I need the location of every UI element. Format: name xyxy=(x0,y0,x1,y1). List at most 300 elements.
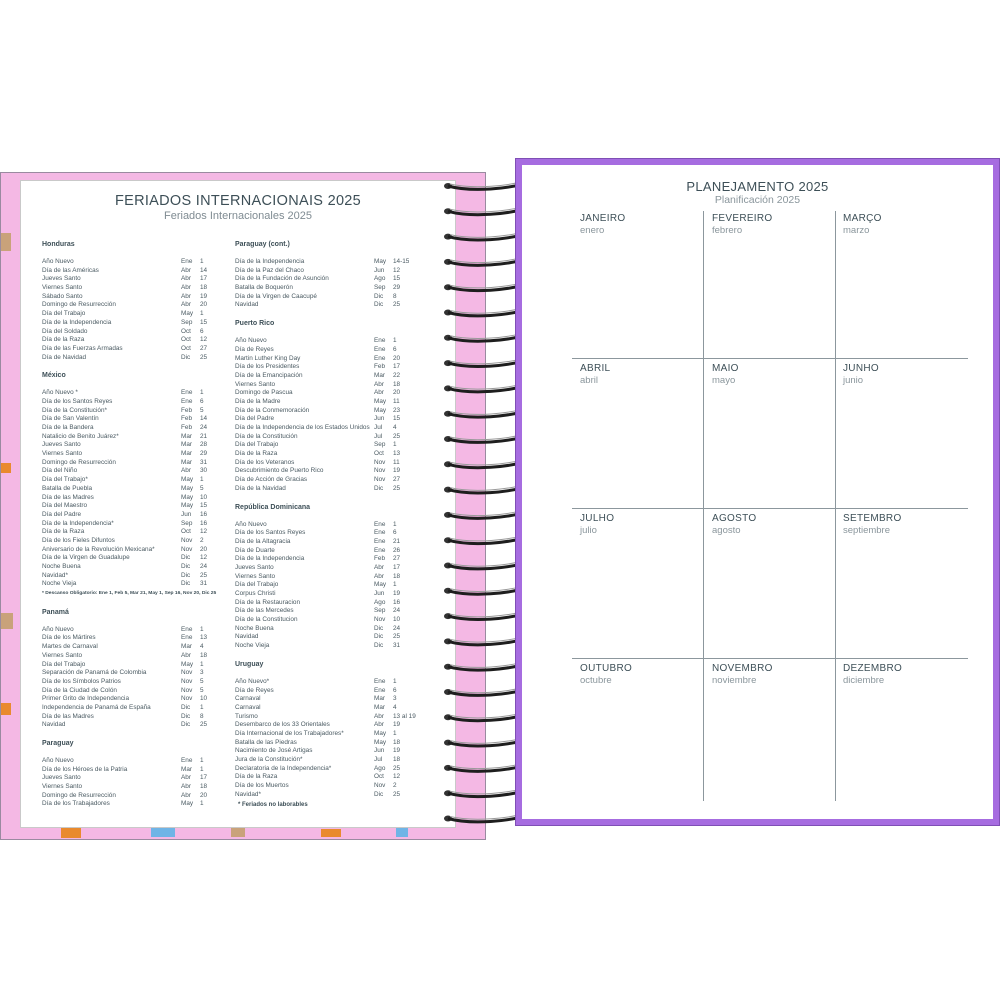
holiday-row xyxy=(235,555,425,564)
holiday-month: Dic xyxy=(181,580,191,588)
holiday-day: 5 xyxy=(200,686,204,694)
holiday-row xyxy=(42,678,222,687)
holiday-row xyxy=(235,450,425,459)
holiday-row xyxy=(42,757,222,766)
holiday-row xyxy=(42,467,222,476)
holiday-day: 20 xyxy=(200,791,208,799)
holiday-name: Carnaval xyxy=(235,695,261,703)
holiday-name: Batalla de Boquerón xyxy=(235,284,293,292)
holiday-name: Viernes Santo xyxy=(42,651,83,659)
holiday-row xyxy=(42,433,222,442)
holiday-day: 19 xyxy=(393,467,401,475)
holiday-name: Martes de Carnaval xyxy=(42,643,98,651)
holiday-row xyxy=(42,554,222,563)
month-label-es: noviembre xyxy=(712,675,757,686)
holiday-month: Ago xyxy=(374,275,386,283)
holiday-name: Domingo de Resurrección xyxy=(42,458,116,466)
holiday-month: Abr xyxy=(374,712,384,720)
month-label: JANEIRO xyxy=(580,213,626,224)
grid-divider xyxy=(572,358,968,359)
holiday-row xyxy=(42,328,222,337)
holiday-name: Día de la Restauracion xyxy=(235,598,301,606)
planning-subtitle: Planificación 2025 xyxy=(714,194,801,206)
holiday-name: Día del Trabajo xyxy=(235,581,279,589)
holiday-row xyxy=(42,537,222,546)
holiday-name: Día de Acción de Gracias xyxy=(235,476,308,484)
holiday-day: 11 xyxy=(393,397,400,405)
holiday-name: Día de la Emancipación xyxy=(235,371,303,379)
holiday-month: Nov xyxy=(181,545,193,553)
holiday-name: Domingo de Resurrección xyxy=(42,301,116,309)
cover-pattern-shape xyxy=(151,828,175,837)
holiday-day: 12 xyxy=(393,266,401,274)
holiday-name: Día del Maestro xyxy=(42,502,88,510)
holiday-day: 10 xyxy=(200,493,208,501)
holiday-day: 18 xyxy=(393,756,401,763)
holiday-row xyxy=(42,389,222,398)
holiday-day: 8 xyxy=(393,292,397,300)
holiday-row xyxy=(42,398,222,407)
holiday-month: Ene xyxy=(374,354,386,362)
holiday-name: Año Nuevo xyxy=(235,337,267,345)
month-cell[interactable] xyxy=(843,663,902,686)
holiday-day: 10 xyxy=(393,616,401,624)
holiday-name: Día de la Independencia* xyxy=(42,519,114,527)
holiday-name: Día del Soldado xyxy=(42,327,88,335)
holiday-day: 12 xyxy=(200,528,208,536)
holiday-name: Día del Trabajo xyxy=(235,441,279,449)
holiday-row xyxy=(42,459,222,468)
holiday-month: Ene xyxy=(374,677,386,685)
holiday-row xyxy=(42,336,222,345)
holiday-day: 1 xyxy=(200,258,204,265)
holiday-note: * Feriados no laborables xyxy=(238,802,308,809)
holiday-row xyxy=(235,756,425,765)
holiday-day: 17 xyxy=(393,363,401,371)
holiday-month: Dic xyxy=(374,301,384,309)
month-label: JULHO xyxy=(580,513,615,524)
holiday-day: 12 xyxy=(200,336,208,344)
holiday-month: May xyxy=(181,502,194,510)
holiday-row xyxy=(42,669,222,678)
holiday-name: Año Nuevo xyxy=(42,625,74,633)
country-heading: Panamá xyxy=(42,608,69,616)
holiday-month: Abr xyxy=(374,380,384,388)
holiday-name: Día de las Madres xyxy=(42,493,94,501)
holiday-name: Día de la Paz del Chaco xyxy=(235,266,304,274)
holiday-name: Día de los Santos Reyes xyxy=(235,529,306,537)
holiday-month: May xyxy=(374,397,387,405)
holiday-day: 4 xyxy=(393,424,397,431)
holiday-row xyxy=(42,792,222,801)
holiday-name: Descubrimiento de Puerto Rico xyxy=(235,467,324,475)
holiday-day: 20 xyxy=(393,389,401,397)
holiday-day: 28 xyxy=(200,441,208,449)
holiday-name: Navidad xyxy=(235,301,259,309)
holiday-month: Abr xyxy=(181,791,191,799)
holiday-month: May xyxy=(181,660,194,668)
holiday-day: 30 xyxy=(200,467,208,475)
country-heading: Honduras xyxy=(42,241,75,248)
holiday-day: 23 xyxy=(393,406,401,414)
holiday-month: May xyxy=(181,476,194,484)
holiday-row xyxy=(235,547,425,556)
holiday-row xyxy=(42,572,222,581)
holiday-row xyxy=(235,678,425,687)
holiday-name: Domingo de Pascua xyxy=(235,389,293,397)
holiday-row xyxy=(235,476,425,485)
holiday-month: Oct xyxy=(374,773,384,781)
grid-divider xyxy=(572,508,968,509)
country-heading: Uruguay xyxy=(235,660,264,668)
holiday-month: Abr xyxy=(181,783,191,791)
holiday-column-1 xyxy=(42,241,222,809)
holiday-month: Abr xyxy=(181,266,191,274)
holiday-month: Sep xyxy=(374,441,386,449)
holiday-day: 3 xyxy=(200,669,204,677)
holiday-month: Ene xyxy=(374,337,386,345)
holiday-name: Día de los Presidentes xyxy=(235,363,300,371)
holiday-month: Nov xyxy=(374,782,386,790)
holiday-row xyxy=(235,573,425,582)
holiday-day: 13 al 19 xyxy=(393,712,416,720)
holiday-month: May xyxy=(181,310,194,318)
holiday-name: Aniversario de la Revolución Mexicana* xyxy=(42,545,155,553)
holiday-name: Noche Buena xyxy=(42,563,81,570)
holiday-day: 24 xyxy=(200,563,208,570)
holiday-month: Feb xyxy=(181,415,193,423)
month-cell[interactable] xyxy=(712,213,773,236)
holiday-row xyxy=(235,424,425,433)
holiday-day: 12 xyxy=(393,773,401,781)
cover-pattern-shape xyxy=(396,827,408,837)
holiday-row xyxy=(42,626,222,635)
holiday-day: 25 xyxy=(393,790,401,798)
holiday-row xyxy=(235,599,425,608)
holiday-day: 4 xyxy=(200,643,204,651)
holiday-month: Ene xyxy=(374,686,386,694)
holiday-name: Día de la Raza xyxy=(235,450,278,458)
holiday-name: Navidad xyxy=(235,633,259,641)
country-heading: Puerto Rico xyxy=(235,320,275,328)
holiday-row xyxy=(235,564,425,573)
holiday-day: 18 xyxy=(200,783,208,791)
holiday-name: Nacimiento de José Artigas xyxy=(235,747,313,755)
holiday-name: Día de las Américas xyxy=(42,266,99,274)
holiday-day: 6 xyxy=(200,397,204,405)
holiday-row xyxy=(235,398,425,407)
month-label: DEZEMBRO xyxy=(843,663,903,674)
holiday-day: 14 xyxy=(200,266,208,274)
holiday-row xyxy=(42,713,222,722)
holiday-month: Jul xyxy=(374,432,383,440)
holiday-day: 18 xyxy=(393,572,401,580)
holiday-month: Jun xyxy=(374,590,385,597)
holiday-name: Desembarco de los 33 Orientales xyxy=(235,721,330,729)
holiday-row xyxy=(42,800,222,809)
holiday-name: Día de San Valentín xyxy=(42,415,99,423)
holiday-row xyxy=(42,766,222,775)
holiday-day: 2 xyxy=(393,782,397,790)
holiday-month: Mar xyxy=(181,458,193,466)
holiday-month: Dic xyxy=(374,790,384,798)
holiday-row xyxy=(42,267,222,276)
holiday-row xyxy=(235,538,425,547)
planning-page xyxy=(522,165,993,819)
holiday-name: Día de Reyes xyxy=(235,686,274,694)
holiday-month: Mar xyxy=(374,695,386,703)
holiday-name: Día de la Virgen de Guadalupe xyxy=(42,554,130,562)
holiday-month: Ene xyxy=(181,757,193,765)
holiday-month: Mar xyxy=(181,441,193,449)
holiday-month: Ene xyxy=(374,520,386,528)
country-heading: México xyxy=(42,372,66,380)
month-label-es: enero xyxy=(580,225,605,236)
cover-pattern-shape xyxy=(321,829,341,837)
holiday-row xyxy=(235,721,425,730)
holiday-row xyxy=(235,747,425,756)
holiday-month: Dic xyxy=(181,712,191,720)
holiday-name: Día del Trabajo xyxy=(42,310,86,318)
cover-pattern-shape xyxy=(1,463,11,473)
holiday-month: Ago xyxy=(374,764,386,772)
holiday-row xyxy=(42,441,222,450)
holiday-day: 25 xyxy=(200,353,208,361)
holiday-row xyxy=(42,520,222,529)
month-cell[interactable] xyxy=(712,663,773,686)
holiday-name: Día de la Madre xyxy=(235,397,281,405)
holiday-day: 15 xyxy=(200,318,208,326)
holiday-name: Día de los Mártires xyxy=(42,634,96,642)
holiday-month: Jun xyxy=(374,415,385,423)
holiday-name: Día de la Ciudad de Colón xyxy=(42,686,117,694)
holiday-name: Viernes Santo xyxy=(42,450,83,458)
holiday-month: Abr xyxy=(181,284,191,292)
holiday-name: Día de Navidad xyxy=(42,353,87,361)
holiday-row xyxy=(42,450,222,459)
holiday-name: Jueves Santo xyxy=(42,441,81,449)
holiday-row xyxy=(42,354,222,363)
holiday-day: 25 xyxy=(200,571,208,579)
holiday-row xyxy=(235,642,425,651)
holiday-month: Mar xyxy=(374,703,386,711)
holiday-row xyxy=(235,258,425,267)
holiday-month: Feb xyxy=(181,406,193,414)
holiday-row xyxy=(235,293,425,302)
holiday-day: 4 xyxy=(393,703,397,711)
holiday-name: Navidad* xyxy=(42,571,68,579)
holiday-name: Año Nuevo xyxy=(235,520,267,528)
holiday-name: Navidad xyxy=(42,721,66,729)
holiday-month: Mar xyxy=(374,371,386,379)
holiday-name: Batalla de las Piedras xyxy=(235,738,297,746)
holiday-row xyxy=(42,546,222,555)
holiday-row xyxy=(235,765,425,774)
holiday-name: Día de la Constitucion xyxy=(235,616,298,624)
holiday-day: 17 xyxy=(200,774,208,782)
holiday-month: Abr xyxy=(374,721,384,729)
holiday-name: Día de la Virgen de Caacupé xyxy=(235,292,317,300)
holiday-name: Año Nuevo * xyxy=(42,389,78,397)
holiday-day: 1 xyxy=(200,765,204,773)
holiday-day: 24 xyxy=(393,624,401,632)
holiday-day: 1 xyxy=(200,800,204,808)
holiday-month: May xyxy=(374,406,387,414)
holiday-month: Abr xyxy=(181,301,191,309)
holiday-day: 21 xyxy=(200,432,208,440)
country-heading: República Dominicana xyxy=(235,503,311,511)
holiday-day: 1 xyxy=(200,310,204,318)
holiday-note: * Descanso Obligatorio: Ene 1, Feb 5, Mar 21, May 1, Sep 16, Nov 20, Dic 25 xyxy=(42,591,217,597)
holiday-row xyxy=(42,502,222,511)
holiday-day: 25 xyxy=(393,484,401,492)
holiday-row xyxy=(42,275,222,284)
holiday-name: Carnaval xyxy=(235,703,261,711)
month-cell[interactable] xyxy=(712,513,756,536)
holiday-month: Nov xyxy=(181,686,193,694)
holiday-row xyxy=(235,616,425,625)
holiday-day: 1 xyxy=(393,441,397,449)
holiday-row xyxy=(42,494,222,503)
holiday-row xyxy=(42,528,222,537)
holiday-row xyxy=(42,301,222,310)
holiday-name: Día de las Fuerzas Armadas xyxy=(42,344,123,352)
holiday-row xyxy=(235,739,425,748)
holiday-day: 16 xyxy=(200,519,208,527)
holiday-day: 17 xyxy=(393,563,401,571)
holiday-name: Día del Niño xyxy=(42,467,78,475)
holiday-row xyxy=(42,310,222,319)
month-label-es: diciembre xyxy=(843,675,885,686)
month-cell[interactable] xyxy=(580,513,614,536)
holiday-name: Día de la Raza xyxy=(42,336,85,344)
holiday-day: 15 xyxy=(393,275,401,283)
holiday-day: 15 xyxy=(393,415,401,423)
holiday-name: Independencia de Panamá de España xyxy=(42,703,151,711)
page-subtitle: Feriados Internacionales 2025 xyxy=(164,210,312,222)
holiday-month: Dic xyxy=(374,292,384,300)
month-cell[interactable] xyxy=(843,213,882,236)
holiday-row xyxy=(235,695,425,704)
cover-pattern-shape xyxy=(1,613,13,629)
holidays-page xyxy=(20,180,456,828)
holiday-month: Oct xyxy=(181,344,191,352)
holiday-name: Declaratoria de la Independencia* xyxy=(235,764,332,772)
holiday-day: 19 xyxy=(393,721,401,729)
holiday-day: 18 xyxy=(200,284,208,292)
holiday-month: Feb xyxy=(181,424,193,431)
holiday-name: Viernes Santo xyxy=(42,284,83,292)
holiday-month: Nov xyxy=(181,677,193,685)
holiday-row xyxy=(235,590,425,599)
holiday-name: Primer Grito de Independencia xyxy=(42,695,130,703)
holiday-row xyxy=(235,275,425,284)
holiday-day: 24 xyxy=(393,607,401,615)
holiday-name: Viernes Santo xyxy=(42,783,83,791)
holiday-month: Oct xyxy=(181,327,191,335)
month-label-es: septiembre xyxy=(843,525,890,536)
month-cell[interactable] xyxy=(580,213,625,236)
month-cell[interactable] xyxy=(580,663,632,686)
holiday-month: Abr xyxy=(181,651,191,659)
holiday-name: Día de los Héroes de la Patria xyxy=(42,765,128,773)
holiday-name: Separación de Panamá de Colombia xyxy=(42,669,147,677)
holiday-month: Mar xyxy=(181,450,193,458)
cover-pattern-shape xyxy=(231,827,245,837)
holiday-name: Día Internacional de los Trabajadores* xyxy=(235,729,344,737)
holiday-row xyxy=(235,581,425,590)
holiday-month: May xyxy=(374,729,387,737)
holiday-day: 20 xyxy=(393,354,401,362)
month-cell[interactable] xyxy=(843,363,879,386)
holiday-day: 1 xyxy=(200,476,204,484)
holiday-row xyxy=(42,424,222,433)
holiday-name: Día de la Constitución xyxy=(235,432,298,440)
holiday-day: 24 xyxy=(200,424,208,431)
holiday-day: 25 xyxy=(393,432,401,440)
holiday-month: Dic xyxy=(181,353,191,361)
holiday-name: Navidad* xyxy=(235,790,261,798)
holiday-row xyxy=(235,782,425,791)
month-cell[interactable] xyxy=(580,363,610,386)
holiday-row xyxy=(42,643,222,652)
holiday-name: Batalla de Puebla xyxy=(42,484,93,492)
holiday-day: 6 xyxy=(200,327,204,335)
month-cell[interactable] xyxy=(843,513,902,536)
holiday-row xyxy=(235,791,425,800)
holiday-row xyxy=(235,346,425,355)
holiday-day: 10 xyxy=(200,695,208,703)
holiday-day: 29 xyxy=(393,284,401,292)
holiday-month: Jul xyxy=(374,424,383,431)
holiday-month: Oct xyxy=(374,450,384,458)
holiday-name: Día de la Raza xyxy=(235,773,278,781)
month-label-es: octubre xyxy=(580,675,612,686)
holiday-month: Ene xyxy=(374,345,386,353)
holiday-row xyxy=(235,415,425,424)
holiday-name: Viernes Santo xyxy=(235,572,276,580)
holiday-month: Feb xyxy=(374,555,386,563)
holiday-day: 8 xyxy=(200,712,204,720)
planning-title: PLANEJAMENTO 2025 xyxy=(686,179,829,194)
holiday-day: 5 xyxy=(200,677,204,685)
holiday-row xyxy=(235,625,425,634)
month-label: MAIO xyxy=(712,363,739,374)
holiday-name: Día de los Fieles Difuntos xyxy=(42,536,115,544)
holiday-day: 13 xyxy=(393,450,401,458)
holiday-day: 31 xyxy=(200,458,208,466)
holiday-month: Sep xyxy=(181,318,193,326)
holiday-name: Día de los Trabajadores xyxy=(42,800,110,808)
holiday-day: 27 xyxy=(393,555,401,563)
holiday-row xyxy=(42,258,222,267)
holiday-day: 17 xyxy=(200,275,208,283)
month-cell[interactable] xyxy=(712,363,739,386)
holiday-month: Dic xyxy=(181,554,191,562)
holiday-row xyxy=(235,433,425,442)
holiday-month: May xyxy=(374,738,387,746)
holiday-month: Ago xyxy=(374,598,386,606)
holiday-name: Día de la Independencia xyxy=(235,258,305,265)
holiday-month: Ene xyxy=(181,634,193,642)
holiday-month: Nov xyxy=(374,476,386,484)
holiday-day: 19 xyxy=(393,590,401,597)
holiday-row xyxy=(235,773,425,782)
holiday-month: Ene xyxy=(374,537,386,545)
holiday-month: May xyxy=(181,493,194,501)
holiday-month: Feb xyxy=(374,363,386,371)
month-label-es: febrero xyxy=(712,225,743,236)
